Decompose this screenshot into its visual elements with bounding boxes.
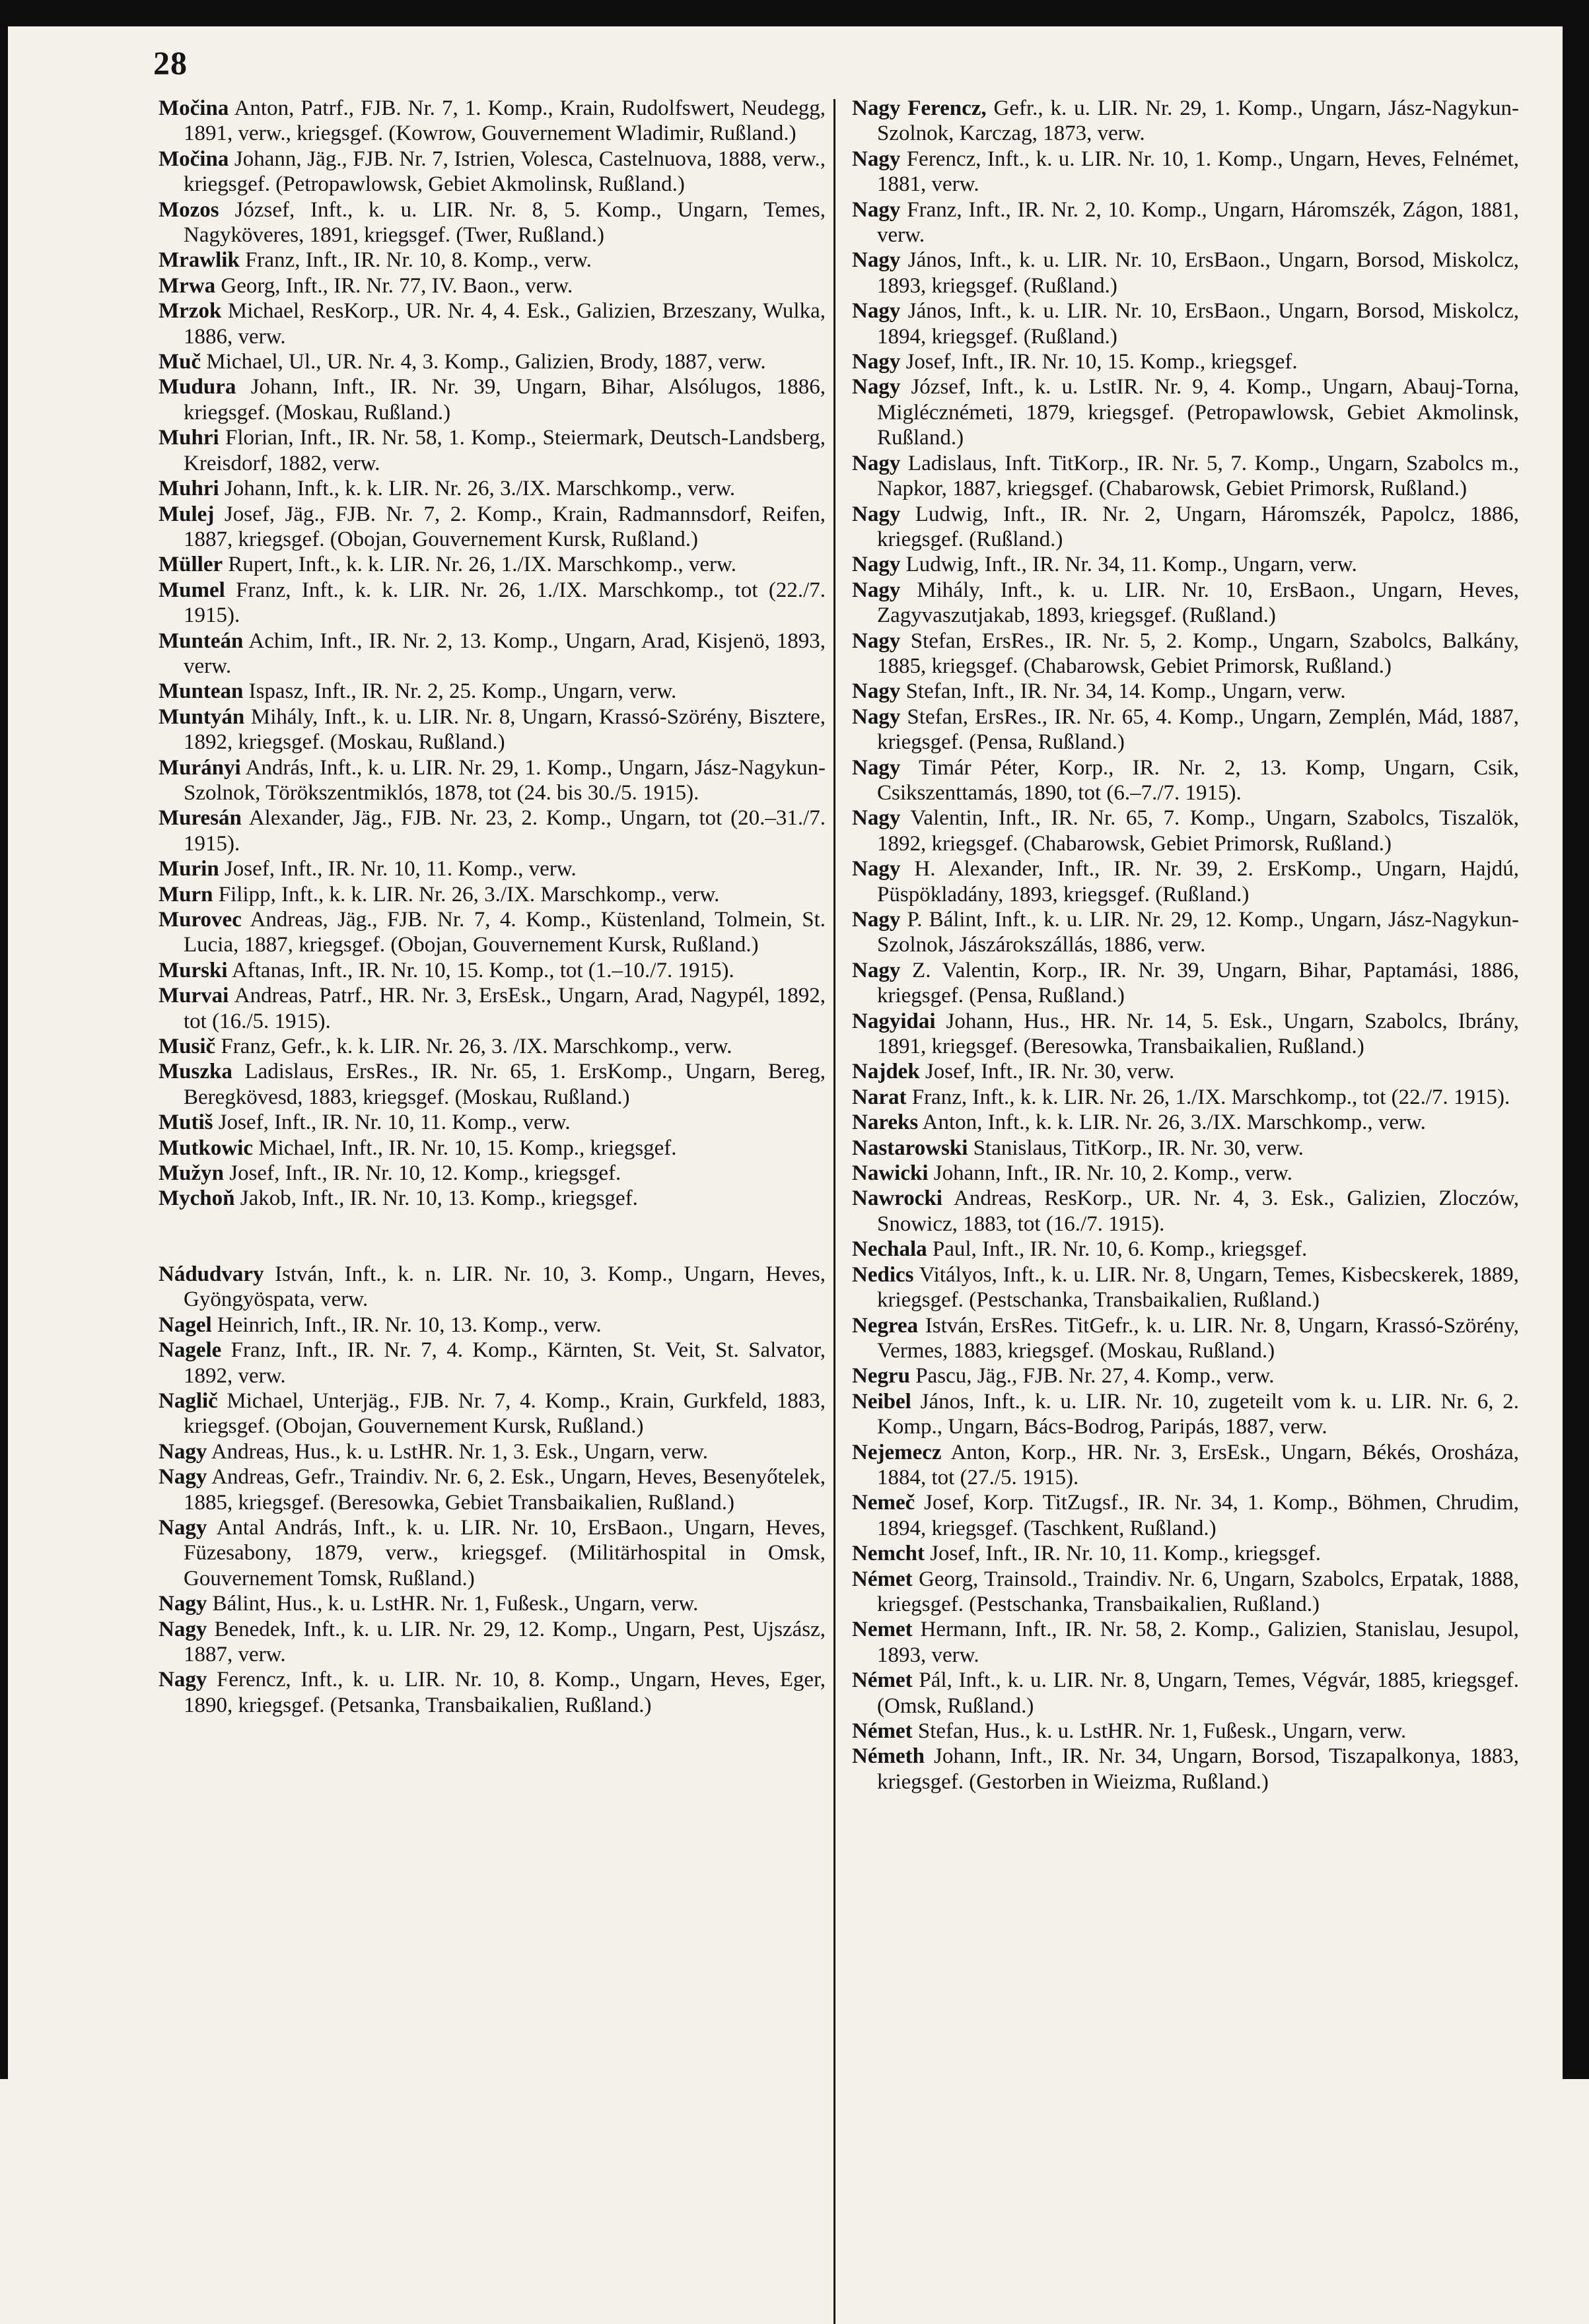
entry-details: Anton, Inft., k. k. LIR. Nr. 26, 3./IX. Marschkomp., verw. (918, 1111, 1426, 1135)
entry-details: Jakob, Inft., IR. Nr. 10, 13. Komp., kriegsgef. (234, 1186, 638, 1211)
entry-details: Vitályos, Inft., k. u. LIR. Nr. 8, Ungarn, Temes, Kisbecskerek, 1889, kriegsgef. (Pestschanka, Transbaikalien, Rußland.) (877, 1262, 1519, 1313)
entry-surname: Nemet (852, 1618, 913, 1642)
entry-surname: Nagy (852, 578, 901, 602)
entry-surname: Mychoň (159, 1186, 235, 1211)
register-entry (852, 451, 1519, 502)
entry-surname: Neibel (852, 1389, 911, 1414)
register-entry (852, 1085, 1519, 1110)
entry-details: Ispasz, Inft., IR. Nr. 2, 25. Komp., Ungarn, verw. (243, 679, 677, 704)
register-entry (852, 629, 1519, 679)
register-entry (159, 248, 826, 273)
entry-surname: Nawrocki (852, 1186, 942, 1211)
register-entry (852, 856, 1519, 907)
entry-surname: Nagy (159, 1515, 207, 1540)
entry-details: Stefan, ErsRes., IR. Nr. 5, 2. Komp., Ungarn, Szabolcs, Balkány, 1885, kriegsgef. (Chabarowsk, Gebiet Primorsk, Rußland.) (877, 629, 1519, 678)
register-entry (159, 349, 826, 374)
entry-surname: Murn (159, 882, 213, 906)
entry-surname: Nagy Ferencz, (852, 96, 987, 120)
entry-surname: Mulej (159, 502, 215, 526)
register-entry (852, 1161, 1519, 1186)
entry-details: Georg, Trainsold., Traindiv. Nr. 6, Ungarn, Szabolcs, Erpatak, 1888, kriegsgef. (Pestschanka, Transbaikalien, Rußland.) (877, 1567, 1519, 1616)
register-entry (159, 273, 826, 298)
entry-surname: Murvai (159, 984, 229, 1008)
entry-surname: Negrea (852, 1313, 919, 1338)
entry-details: Paul, Inft., IR. Nr. 10, 6. Komp., kriegsgef. (927, 1237, 1308, 1262)
entry-details: Ludwig, Inft., IR. Nr. 2, Ungarn, Háromszék, Papolcz, 1886, kriegsgef. (Rußland.) (877, 502, 1519, 551)
entry-details: Johann, Hus., HR. Nr. 14, 5. Esk., Ungarn, Szabolcs, Ibrány, 1891, kriegsgef. (Beresowka, Transbaikalien, Rußland.) (877, 1009, 1519, 1059)
register-entry (159, 1667, 826, 1718)
entry-details: Josef, Inft., IR. Nr. 10, 12. Komp., kriegsgef. (224, 1161, 621, 1186)
register-entry (852, 755, 1519, 806)
register-entry (852, 374, 1519, 450)
entry-details: Aftanas, Inft., IR. Nr. 10, 15. Komp., tot (1.–10./7. 1915). (227, 958, 734, 982)
entry-details: Florian, Inft., IR. Nr. 58, 1. Komp., Steiermark, Deutsch-Landsberg, Kreisdorf, 1882, verw. (184, 426, 826, 475)
entry-details: Josef, Inft., IR. Nr. 30, verw. (919, 1060, 1175, 1084)
entry-details: Mihály, Inft., k. u. LIR. Nr. 8, Ungarn, Krassó-Szörény, Bisztere, 1892, kriegsgef. (Moskau, Rußland.) (184, 704, 826, 755)
register-entry (159, 755, 826, 806)
entry-surname: Muhri (159, 426, 219, 450)
entry-details: Michael, Inft., IR. Nr. 10, 15. Komp., kriegsgef. (253, 1136, 677, 1160)
entry-surname: Nagy (852, 299, 901, 324)
entry-surname: Németh (852, 1744, 925, 1769)
entry-details: Josef, Inft., IR. Nr. 10, 15. Komp., kriegsgef. (900, 350, 1298, 374)
scan-border-top (0, 0, 1589, 26)
entry-surname: Mrawlik (159, 248, 240, 273)
register-entry (852, 805, 1519, 856)
entry-details: Z. Valentin, Korp., IR. Nr. 39, Ungarn, Bihar, Paptamási, 1886, kriegsgef. (Pensa, Rußland.) (877, 958, 1519, 1008)
entry-surname: Német (852, 1668, 913, 1693)
register-entry (852, 1186, 1519, 1237)
entry-details: Johann, Inft., IR. Nr. 34, Ungarn, Borsod, Tiszapalkonya, 1883, kriegsgef. (Gestorben in Wieizma, Rußland.) (877, 1744, 1519, 1794)
entry-surname: Mrzok (159, 299, 222, 324)
entry-surname: Mutiš (159, 1111, 213, 1135)
register-entry (159, 96, 826, 147)
entry-surname: Nagy (852, 375, 901, 399)
entry-surname: Nagy (852, 908, 901, 932)
register-entry (159, 1464, 826, 1515)
entry-surname: Najdek (852, 1060, 920, 1084)
register-entry (852, 1237, 1519, 1262)
entry-details: P. Bálint, Inft., k. u. LIR. Nr. 29, 12. Komp., Ungarn, Jász-Nagykun-Szolnok, Jászárokszállás, 1886, verw. (877, 908, 1519, 957)
entry-details: Josef, Korp. TitZugsf., IR. Nr. 34, 1. Komp., Böhmen, Chrudim, 1894, kriegsgef. (Taschkent, Rußland.) (877, 1491, 1519, 1540)
entry-details: Timár Péter, Korp., IR. Nr. 2, 13. Komp, Ungarn, Csik, Csikszenttamás, 1890, tot (6.–7./7. 1915). (877, 755, 1519, 805)
entry-details: József, Inft., k. u. LIR. Nr. 8, 5. Komp., Ungarn, Temes, Nagyköveres, 1891, kriegsgef. (Twer, Rußland.) (184, 197, 826, 248)
entry-surname: Murin (159, 857, 219, 881)
entry-details: Ferencz, Inft., k. u. LIR. Nr. 10, 8. Komp., Ungarn, Heves, Eger, 1890, kriegsgef. (Petsanka, Transbaikalien, Rußland.) (184, 1668, 826, 1717)
register-entry (159, 1034, 826, 1059)
register-entry (852, 1541, 1519, 1566)
entry-surname: Nagy (852, 755, 901, 780)
entry-surname: Muntean (159, 679, 244, 704)
column-divider (833, 99, 835, 2324)
entry-surname: Nareks (852, 1111, 919, 1135)
entry-details: Stefan, Inft., IR. Nr. 34, 14. Komp., Ungarn, verw. (900, 679, 1346, 704)
entry-surname: Muč (159, 350, 201, 374)
register-entry (852, 1110, 1519, 1135)
entry-surname: Nagy (852, 553, 901, 577)
entry-surname: Munteán (159, 629, 244, 653)
entry-details: Johann, Jäg., FJB. Nr. 7, Istrien, Volesca, Castelnuova, 1888, verw., kriegsgef. (Petropawlowsk, Gebiet Akmolinsk, Rußland.) (184, 147, 826, 197)
register-entry (852, 248, 1519, 298)
entry-details: Franz, Inft., k. k. LIR. Nr. 26, 1./IX. Marschkomp., tot (22./7. 1915). (184, 578, 826, 628)
entry-details: Ferencz, Inft., k. u. LIR. Nr. 10, 1. Komp., Ungarn, Heves, Felnémet, 1881, verw. (877, 147, 1519, 197)
register-entry (852, 1136, 1519, 1161)
entry-surname: Nagy (159, 1617, 207, 1641)
entry-surname: Nagy (852, 248, 901, 273)
entry-details: István, ErsRes. TitGefr., k. u. LIR. Nr. 8, Ungarn, Krassó-Szörény, Vermes, 1883, kriegsgef. (Moskau, Rußland.) (877, 1313, 1519, 1363)
register-entry (852, 1009, 1519, 1060)
entry-details: Anton, Korp., HR. Nr. 3, ErsEsk., Ungarn, Békés, Orosháza, 1884, tot (27./5. 1915). (877, 1440, 1519, 1489)
register-entry (852, 298, 1519, 349)
entry-details: Georg, Inft., IR. Nr. 77, IV. Baon., verw. (215, 273, 573, 298)
entry-surname: Narat (852, 1085, 907, 1109)
register-entry (159, 1136, 826, 1161)
entry-details: Valentin, Inft., IR. Nr. 65, 7. Komp., Ungarn, Szabolcs, Tiszalök, 1892, kriegsgef. (Chabarowsk, Gebiet Primorsk, Rußland.) (877, 806, 1519, 856)
entry-surname: Mozos (159, 197, 219, 222)
entry-details: Andreas, Jäg., FJB. Nr. 7, 4. Komp., Küstenland, Tolmein, St. Lucia, 1887, kriegsgef. (Obojan, Gouvernement Kursk, Rußland.) (184, 908, 826, 957)
entry-surname: Murányi (159, 755, 241, 780)
entry-details: Pascu, Jäg., FJB. Nr. 27, 4. Komp., verw. (909, 1364, 1275, 1388)
register-entry (159, 629, 826, 679)
register-entry (852, 907, 1519, 958)
entry-surname: Nawicki (852, 1161, 929, 1186)
register-entry (852, 1262, 1519, 1313)
register-entry (852, 1617, 1519, 1668)
entry-surname: Nagy (852, 679, 901, 704)
entry-surname: Muhri (159, 477, 219, 501)
register-entry (852, 1440, 1519, 1491)
entry-surname: Nagy (852, 502, 901, 526)
register-entry (852, 197, 1519, 248)
register-entry (159, 1338, 826, 1388)
entry-details: Achim, Inft., IR. Nr. 2, 13. Komp., Ungarn, Arad, Kisjenö, 1893, verw. (184, 629, 826, 678)
entry-surname: Nagy (852, 147, 901, 171)
register-entry (852, 1490, 1519, 1541)
entry-surname: Nagy (159, 1592, 207, 1616)
entry-details: János, Inft., k. u. LIR. Nr. 10, zugeteilt vom k. u. LIR. Nr. 6, 2. Komp., Ungarn, Bács-Bodrog, Paripás, 1887, verw. (877, 1389, 1519, 1439)
entry-surname: Nagy (852, 629, 901, 653)
register-entry (159, 1313, 826, 1338)
entry-details: Franz, Inft., k. k. LIR. Nr. 26, 1./IX. Marschkomp., tot (22./7. 1915). (906, 1085, 1510, 1109)
register-entry (852, 958, 1519, 1009)
entry-surname: Negru (852, 1364, 910, 1388)
register-entry (852, 1668, 1519, 1719)
entry-surname: Nagy (852, 806, 901, 831)
entry-details: Stefan, Hus., k. u. LstHR. Nr. 1, Fußesk., Ungarn, verw. (912, 1719, 1407, 1743)
entry-surname: Nagy (159, 1439, 207, 1464)
entry-surname: Naglič (159, 1388, 218, 1413)
entry-surname: Muntyán (159, 704, 245, 729)
entry-surname: Murovec (159, 908, 242, 932)
register-entry (852, 96, 1519, 147)
register-entry (159, 1161, 826, 1186)
register-entry (852, 1567, 1519, 1618)
entry-details: Alexander, Jäg., FJB. Nr. 23, 2. Komp., Ungarn, tot (20.–31./7. 1915). (184, 806, 826, 856)
register-entry (852, 1059, 1519, 1084)
entry-surname: Mumel (159, 578, 225, 602)
entry-details: Franz, Inft., IR. Nr. 10, 8. Komp., verw. (239, 248, 592, 273)
entry-surname: Nagy (852, 350, 901, 374)
register-entry (852, 502, 1519, 553)
register-entry (159, 1439, 826, 1464)
entry-details: Stanislaus, TitKorp., IR. Nr. 30, verw. (968, 1136, 1304, 1160)
entry-details: Franz, Inft., IR. Nr. 7, 4. Komp., Kärnten, St. Veit, St. Salvator, 1892, verw. (184, 1338, 826, 1388)
entry-details: Andreas, Gefr., Traindiv. Nr. 6, 2. Esk., Ungarn, Heves, Besenyőtelek, 1885, kriegsgef. (Beresowka, Gebiet Transbaikalien, Rußland.) (184, 1465, 826, 1515)
register-entry (852, 349, 1519, 374)
register-entry (852, 679, 1519, 704)
entry-details: József, Inft., k. u. LstIR. Nr. 9, 4. Komp., Ungarn, Abauj-Torna, Miglécznémeti, 1879, kriegsgef. (Petropawlowsk, Gebiet Akmolinsk, Rußland.) (877, 375, 1519, 450)
register-entry (159, 552, 826, 577)
entry-surname: Murski (159, 958, 228, 982)
entry-surname: Mudura (159, 375, 236, 399)
entry-surname: Nejemecz (852, 1440, 942, 1464)
entry-surname: Müller (159, 553, 223, 577)
entry-details: Filipp, Inft., k. k. LIR. Nr. 26, 3./IX. Marschkomp., verw. (213, 882, 720, 906)
register-entry (159, 856, 826, 881)
register-entry (159, 1110, 826, 1135)
register-entry (852, 552, 1519, 577)
entry-details: Stefan, ErsRes., IR. Nr. 65, 4. Komp., Ungarn, Zemplén, Mád, 1887, kriegsgef. (Pensa, Rußland.) (877, 704, 1519, 755)
entry-surname: Nagy (852, 704, 901, 729)
register-entry (159, 1617, 826, 1668)
register-entry (159, 1515, 826, 1591)
entry-surname: Nemeč (852, 1491, 915, 1515)
register-entry (159, 476, 826, 501)
entry-details: Rupert, Inft., k. k. LIR. Nr. 26, 1./IX. Marschkomp., verw. (223, 553, 736, 577)
register-entry (852, 1389, 1519, 1440)
entry-surname: Muszka (159, 1060, 232, 1084)
entry-surname: Német (852, 1719, 913, 1743)
entry-surname: Nedics (852, 1262, 914, 1287)
register-entry (852, 1719, 1519, 1744)
entry-details: Ladislaus, Inft. TitKorp., IR. Nr. 5, 7. Komp., Ungarn, Szabolcs m., Napkor, 1887, kriegsgef. (Chabarowsk, Gebiet Primorsk, Rußland.) (877, 451, 1519, 501)
register-entry (159, 578, 826, 629)
register-entry (852, 1363, 1519, 1388)
entry-details: Hermann, Inft., IR. Nr. 58, 2. Komp., Galizien, Stanislau, Jesupol, 1893, verw. (877, 1618, 1519, 1667)
register-entry (159, 983, 826, 1034)
entry-surname: Nastarowski (852, 1136, 968, 1160)
entry-details: István, Inft., k. n. LIR. Nr. 10, 3. Komp., Ungarn, Heves, Gyöngyöspata, verw. (184, 1262, 826, 1312)
entry-surname: Nádudvary (159, 1262, 264, 1286)
scan-border-right (1563, 0, 1589, 2079)
entry-surname: Nagy (159, 1668, 207, 1692)
entry-details: Michael, Ul., UR. Nr. 4, 3. Komp., Galizien, Brody, 1887, verw. (201, 350, 766, 374)
entry-surname: Nagyidai (852, 1009, 936, 1033)
entry-details: Josef, Inft., IR. Nr. 10, 11. Komp., verw. (219, 857, 577, 881)
entry-surname: Močina (159, 147, 229, 171)
register-entry (159, 1388, 826, 1439)
entry-details: Mihály, Inft., k. u. LIR. Nr. 10, ErsBaon., Ungarn, Heves, Zagyvaszutjakab, 1893, kriegsgef. (Rußland.) (877, 578, 1519, 628)
entry-details: Andreas, ResKorp., UR. Nr. 4, 3. Esk., Galizien, Zloczów, Snowicz, 1883, tot (16./7. 1915). (877, 1186, 1519, 1236)
register-entry (159, 147, 826, 197)
entry-details: András, Inft., k. u. LIR. Nr. 29, 1. Komp., Ungarn, Jász-Nagykun-Szolnok, Törökszentmiklós, 1878, tot (24. bis 30./5. 1915). (184, 755, 826, 805)
register-entry (159, 1591, 826, 1616)
entry-details: Heinrich, Inft., IR. Nr. 10, 13. Komp., verw. (211, 1313, 602, 1337)
entry-details: Johann, Inft., k. k. LIR. Nr. 26, 3./IX. Marschkomp., verw. (219, 477, 736, 501)
entry-details: Josef, Inft., IR. Nr. 10, 11. Komp., kriegsgef. (924, 1542, 1321, 1566)
entry-surname: Nagy (852, 451, 901, 475)
entry-surname: Nechala (852, 1237, 927, 1262)
entry-details: Josef, Jäg., FJB. Nr. 7, 2. Komp., Krain, Radmannsdorf, Reifen, 1887, kriegsgef. (Obojan, Gouvernement Kursk, Rußland.) (184, 502, 826, 551)
entry-details: Ladislaus, ErsRes., IR. Nr. 65, 1. ErsKomp., Ungarn, Bereg, Beregkövesd, 1883, kriegsgef. (Moskau, Rußland.) (184, 1060, 826, 1109)
entry-details: Franz, Gefr., k. k. LIR. Nr. 26, 3. /IX. Marschkomp., verw. (215, 1035, 732, 1059)
entry-surname: Nagy (159, 1465, 207, 1489)
entry-surname: Nagel (159, 1313, 212, 1337)
entry-surname: Mužyn (159, 1161, 224, 1186)
register-entry (159, 679, 826, 704)
entry-surname: Nagele (159, 1338, 222, 1363)
register-entry (159, 805, 826, 856)
entry-details: Josef, Inft., IR. Nr. 10, 11. Komp., verw. (213, 1111, 571, 1135)
entry-details: Michael, ResKorp., UR. Nr. 4, 4. Esk., Galizien, Brzeszany, Wulka, 1886, verw. (184, 299, 826, 349)
section-gap (159, 1212, 826, 1262)
entry-surname: Német (852, 1567, 913, 1591)
register-entry (852, 1744, 1519, 1794)
entry-details: Anton, Patrf., FJB. Nr. 7, 1. Komp., Krain, Rudolfswert, Neudegg, 1891, verw., kriegsgef. (Kowrow, Gouvernement Wladimir, Rußland.) (184, 96, 826, 146)
entry-details: János, Inft., k. u. LIR. Nr. 10, ErsBaon., Ungarn, Borsod, Miskolcz, 1893, kriegsgef. (Rußland.) (877, 248, 1519, 298)
register-entry (852, 704, 1519, 755)
entry-surname: Muresán (159, 806, 242, 831)
register-entry (159, 704, 826, 755)
entry-surname: Mutkowic (159, 1136, 253, 1160)
entry-details: H. Alexander, Inft., IR. Nr. 39, 2. ErsKomp., Ungarn, Hajdú, Püspökladány, 1893, kriegsgef. (Rußland.) (877, 857, 1519, 906)
register-entry (159, 1059, 826, 1110)
register-entry (159, 907, 826, 958)
entry-details: Ludwig, Inft., IR. Nr. 34, 11. Komp., Ungarn, verw. (900, 553, 1357, 577)
entry-details: Antal András, Inft., k. u. LIR. Nr. 10, ErsBaon., Ungarn, Heves, Füzesabony, 1879, verw., kriegsgef. (Militärhospital in Omsk, Gouvernement Tomsk, Rußland.) (184, 1515, 826, 1590)
register-entry (852, 578, 1519, 629)
entry-details: Johann, Inft., IR. Nr. 10, 2. Komp., verw. (928, 1161, 1292, 1186)
register-entry (159, 197, 826, 248)
entry-surname: Močina (159, 96, 229, 120)
entry-details: Andreas, Patrf., HR. Nr. 3, ErsEsk., Ungarn, Arad, Nagypél, 1892, tot (16./5. 1915). (184, 984, 826, 1033)
register-entry (159, 1186, 826, 1211)
register-entry (159, 502, 826, 553)
entry-details: Michael, Unterjäg., FJB. Nr. 7, 4. Komp., Krain, Gurkfeld, 1883, kriegsgef. (Obojan, Gouvernement Kursk, Rußland.) (184, 1388, 826, 1439)
left-column (159, 96, 826, 1718)
entry-surname: Musič (159, 1035, 216, 1059)
register-entry (159, 882, 826, 907)
register-entry (159, 958, 826, 983)
register-entry (852, 147, 1519, 197)
entry-surname: Mrwa (159, 273, 216, 298)
scan-border-left (0, 0, 8, 2079)
entry-details: Benedek, Inft., k. u. LIR. Nr. 29, 12. Komp., Ungarn, Pest, Ujszász, 1887, verw. (184, 1617, 826, 1666)
right-column (852, 96, 1519, 1794)
register-entry (159, 1262, 826, 1313)
entry-details: Andreas, Hus., k. u. LstHR. Nr. 1, 3. Esk., Ungarn, verw. (207, 1439, 708, 1464)
entry-surname: Nemcht (852, 1542, 925, 1566)
page-number: 28 (153, 44, 188, 81)
register-entry (159, 374, 826, 425)
entry-surname: Nagy (852, 197, 901, 222)
entry-details: János, Inft., k. u. LIR. Nr. 10, ErsBaon., Ungarn, Borsod, Miskolcz, 1894, kriegsgef. (Rußland.) (877, 299, 1519, 349)
entry-details: Gefr., k. u. LIR. Nr. 29, 1. Komp., Ungarn, Jász-Nagykun-Szolnok, Karczag, 1873, verw. (877, 96, 1519, 146)
register-entry (159, 298, 826, 349)
entry-surname: Nagy (852, 958, 901, 982)
register-entry (159, 425, 826, 476)
entry-details: Johann, Inft., IR. Nr. 39, Ungarn, Bihar, Alsólugos, 1886, kriegsgef. (Moskau, Rußland.) (184, 375, 826, 425)
entry-surname: Nagy (852, 857, 901, 881)
entry-details: Franz, Inft., IR. Nr. 2, 10. Komp., Ungarn, Háromszék, Zágon, 1881, verw. (877, 197, 1519, 248)
register-entry (852, 1313, 1519, 1364)
entry-details: Pál, Inft., k. u. LIR. Nr. 8, Ungarn, Temes, Végvár, 1885, kriegsgef. (Omsk, Rußland.) (877, 1668, 1519, 1718)
entry-details: Bálint, Hus., k. u. LstHR. Nr. 1, Fußesk., Ungarn, verw. (207, 1592, 699, 1616)
